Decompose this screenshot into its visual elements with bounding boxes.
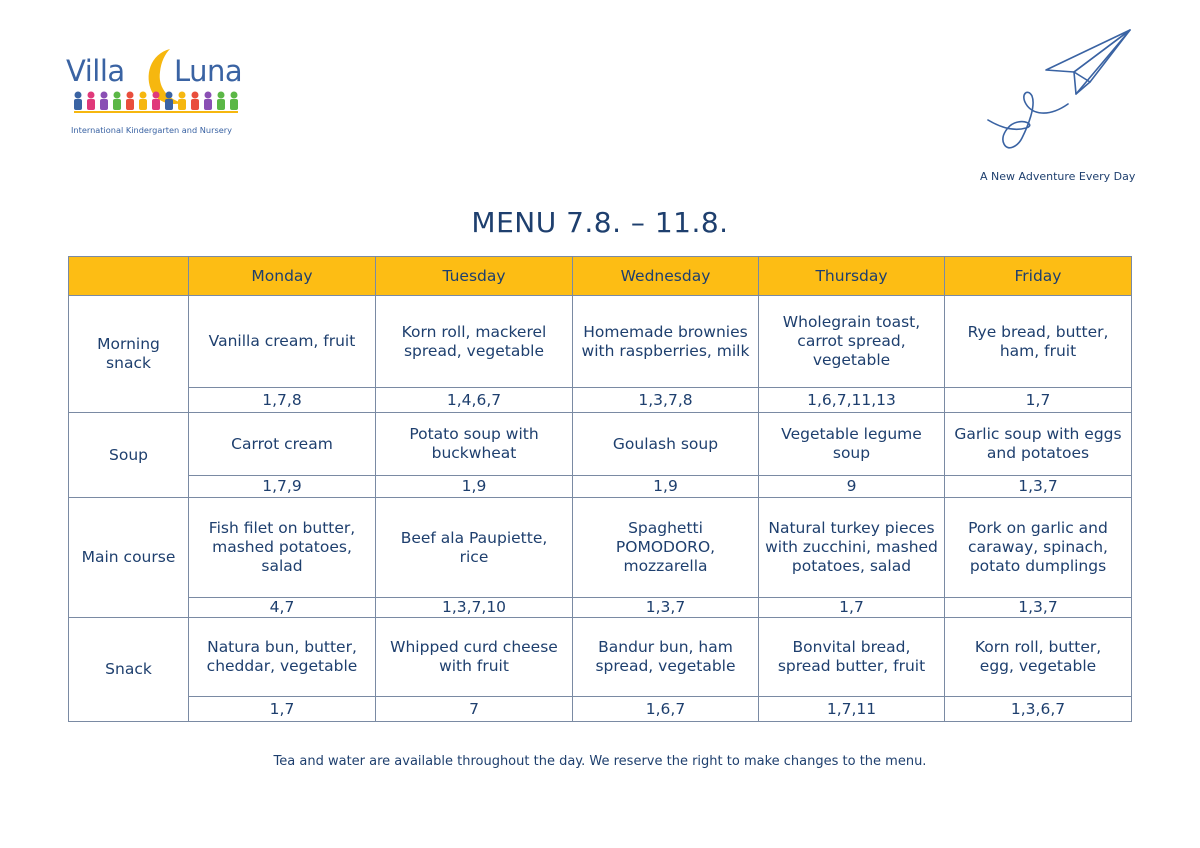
dish-cell: Korn roll, butter, egg, vegetable [945, 618, 1132, 697]
allergen-cell: 1,7 [945, 388, 1132, 413]
meal-label: Morning snack [69, 296, 189, 413]
corner-cell [69, 257, 189, 296]
dish-cell: Natura bun, butter, cheddar, vegetable [189, 618, 376, 697]
allergen-cell: 4,7 [189, 598, 376, 618]
dish-cell: Natural turkey pieces with zucchini, mashed potatoes, salad [759, 498, 945, 598]
dish-cell: Korn roll, mackerel spread, vegetable [376, 296, 573, 388]
villa-luna-logo [64, 42, 254, 142]
allergen-cell: 1,6,7 [573, 697, 759, 722]
day-header: Thursday [759, 257, 945, 296]
allergen-cell: 1,7 [189, 697, 376, 722]
logo-word-luna: Luna [174, 54, 243, 88]
logo-tagline: International Kindergarten and Nursery [71, 125, 232, 135]
allergen-cell: 1,7,9 [189, 476, 376, 498]
dish-cell: Pork on garlic and caraway, spinach, potato dumplings [945, 498, 1132, 598]
dish-row [69, 413, 1132, 476]
meal-label: Main course [69, 498, 189, 618]
footer-note: Tea and water are available throughout the day. We reserve the right to make changes to the menu. [273, 754, 927, 769]
menu-table [68, 256, 1132, 722]
logo-word-villa: Villa [66, 54, 125, 88]
page-title: MENU 7.8. – 11.8. [471, 206, 729, 239]
paper-plane-icon [978, 26, 1136, 161]
dish-row [69, 296, 1132, 388]
dish-cell: Bandur bun, ham spread, vegetable [573, 618, 759, 697]
allergen-cell: 1,3,7 [945, 598, 1132, 618]
dish-cell: Fish filet on butter, mashed potatoes, salad [189, 498, 376, 598]
dish-row [69, 498, 1132, 598]
dish-cell: Goulash soup [573, 413, 759, 476]
allergen-cell: 1,3,7 [573, 598, 759, 618]
meal-label: Soup [69, 413, 189, 498]
dish-cell: Beef ala Paupiette, rice [376, 498, 573, 598]
header-row [69, 257, 1132, 296]
allergen-cell: 1,3,7,10 [376, 598, 573, 618]
motto: A New Adventure Every Day [980, 170, 1136, 183]
allergen-cell: 1,7 [759, 598, 945, 618]
day-header: Tuesday [376, 257, 573, 296]
dish-cell: Homemade brownies with raspberries, milk [573, 296, 759, 388]
allergen-cell: 1,7,8 [189, 388, 376, 413]
meal-label: Snack [69, 618, 189, 722]
dish-row [69, 618, 1132, 697]
allergen-cell: 1,3,6,7 [945, 697, 1132, 722]
allergen-cell: 1,9 [573, 476, 759, 498]
day-header: Friday [945, 257, 1132, 296]
dish-cell: Rye bread, butter, ham, fruit [945, 296, 1132, 388]
allergen-cell: 1,7,11 [759, 697, 945, 722]
dish-cell: Wholegrain toast, carrot spread, vegetable [759, 296, 945, 388]
dish-cell: Carrot cream [189, 413, 376, 476]
allergen-cell: 1,3,7,8 [573, 388, 759, 413]
allergen-cell: 1,6,7,11,13 [759, 388, 945, 413]
day-header: Monday [189, 257, 376, 296]
allergen-row [69, 476, 1132, 498]
dish-cell: Potato soup with buckwheat [376, 413, 573, 476]
children-row-icon [72, 90, 240, 116]
allergen-row [69, 388, 1132, 413]
allergen-row [69, 598, 1132, 618]
dish-cell: Bonvital bread, spread butter, fruit [759, 618, 945, 697]
dish-cell: Garlic soup with eggs and potatoes [945, 413, 1132, 476]
day-header: Wednesday [573, 257, 759, 296]
allergen-cell: 7 [376, 697, 573, 722]
dish-cell: Whipped curd cheese with fruit [376, 618, 573, 697]
dish-cell: Vegetable legume soup [759, 413, 945, 476]
allergen-row [69, 697, 1132, 722]
allergen-cell: 1,3,7 [945, 476, 1132, 498]
allergen-cell: 1,9 [376, 476, 573, 498]
allergen-cell: 1,4,6,7 [376, 388, 573, 413]
dish-cell: Spaghetti POMODORO, mozzarella [573, 498, 759, 598]
dish-cell: Vanilla cream, fruit [189, 296, 376, 388]
allergen-cell: 9 [759, 476, 945, 498]
